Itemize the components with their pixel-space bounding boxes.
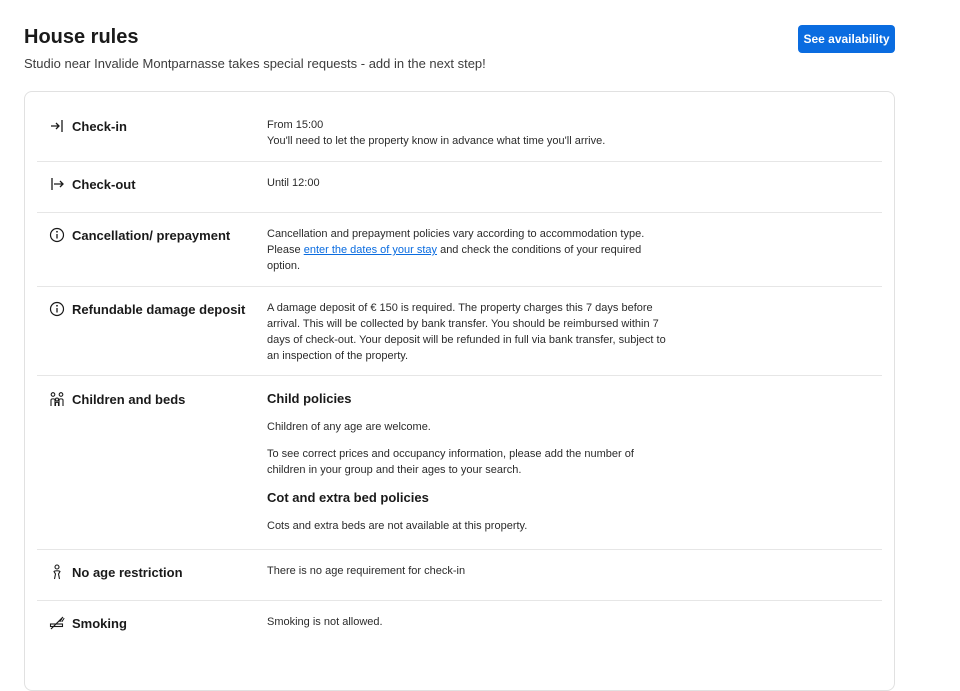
rule-label-text: No age restriction <box>72 564 183 580</box>
cancellation-text <box>267 226 667 274</box>
rule-row-age-restriction <box>37 563 882 601</box>
rule-row-damage-deposit <box>37 300 882 376</box>
check-in-time: From 15:00 <box>267 119 324 131</box>
rule-label-text: Refundable damage deposit <box>72 301 246 317</box>
row-divider <box>37 549 882 550</box>
check-out-time: Until 12:00 <box>267 177 320 189</box>
rule-label-text: Check-out <box>72 176 136 192</box>
cancellation-text-after: and check the conditions of your required option. <box>267 244 642 272</box>
rule-label-damage-deposit <box>49 301 245 317</box>
row-divider <box>37 375 882 376</box>
check-in-icon <box>49 118 65 134</box>
rule-label-text: Children and beds <box>72 391 186 407</box>
cot-policies-heading: Cot and extra bed policies <box>267 490 429 505</box>
rule-label-text: Cancellation/ prepayment <box>72 227 231 243</box>
rule-row-smoking <box>37 614 882 645</box>
info-icon <box>49 227 65 243</box>
row-divider <box>37 600 882 601</box>
no-smoking-icon <box>49 615 65 631</box>
rule-content-children-beds <box>267 390 667 534</box>
child-policies-heading: Child policies <box>267 391 352 406</box>
rule-row-children-beds <box>37 390 882 550</box>
age-restriction-text: There is no age requirement for check-in <box>267 565 466 577</box>
damage-deposit-text: A damage deposit of € 150 is required. The property charges this 7 days before arrival. This will be collected by bank transfer. You should be reimbursed within 7 days of check-out. Your deposit will be refunded in full via bank transfer, subject to an inspection of the property. <box>267 302 666 362</box>
see-availability-button[interactable]: See availability <box>798 25 895 53</box>
rule-label-check-in <box>49 118 127 134</box>
rule-content-age-restriction <box>267 563 667 579</box>
rule-row-cancellation <box>37 226 882 287</box>
rule-label-children-beds <box>49 391 185 407</box>
check-in-note: You'll need to let the property know in advance what time you'll arrive. <box>267 135 606 147</box>
rule-label-smoking <box>49 615 127 631</box>
cancellation-text-before: Cancellation and prepayment policies vary according to accommodation type. Please <box>267 228 645 256</box>
page-subtitle: Studio near Invalide Montparnasse takes special requests - add in the next step! <box>24 56 486 71</box>
rule-row-check-in <box>37 117 882 162</box>
rule-label-check-out <box>49 176 136 192</box>
row-divider <box>37 212 882 213</box>
rule-content-cancellation <box>267 226 667 274</box>
check-out-icon <box>49 176 65 192</box>
rule-content-check-in <box>267 117 667 149</box>
child-policies-search-note: To see correct prices and occupancy information, please add the number of children in your group and their ages to your search. <box>267 448 634 476</box>
rule-label-age-restriction <box>49 564 183 580</box>
rule-content-check-out <box>267 175 667 191</box>
family-icon <box>49 391 65 407</box>
row-divider <box>37 161 882 162</box>
rule-label-text: Smoking <box>72 615 127 631</box>
person-icon <box>49 564 65 580</box>
rule-content-smoking <box>267 614 667 630</box>
row-divider <box>37 286 882 287</box>
child-policies-text: Children of any age are welcome. <box>267 421 431 433</box>
page-title: House rules <box>24 26 139 48</box>
rule-label-cancellation <box>49 227 230 243</box>
rule-content-damage-deposit <box>267 300 667 364</box>
cot-policies-text: Cots and extra beds are not available at this property. <box>267 520 528 532</box>
rule-label-text: Check-in <box>72 118 127 134</box>
rule-row-check-out <box>37 175 882 213</box>
info-icon <box>49 301 65 317</box>
enter-dates-link[interactable]: enter the dates of your stay <box>303 244 438 256</box>
smoking-text: Smoking is not allowed. <box>267 616 383 628</box>
